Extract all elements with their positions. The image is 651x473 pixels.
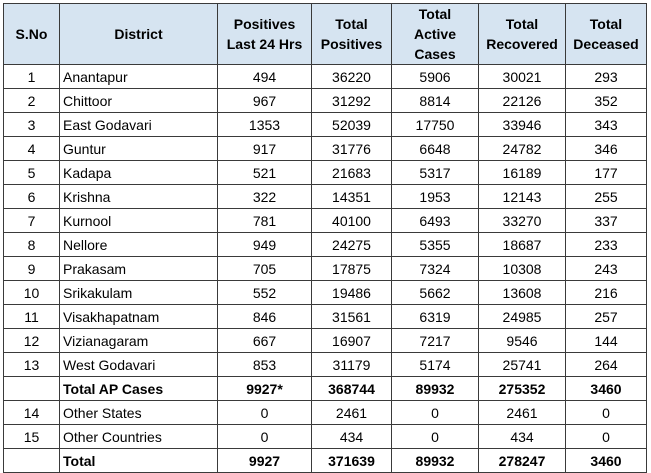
- cell-total-positives: 19486: [312, 281, 392, 305]
- table-row: [4, 233, 647, 257]
- cell-active-cases: 89932: [392, 449, 479, 473]
- table-row: [4, 137, 647, 161]
- cell-deceased: 3460: [566, 377, 647, 401]
- cell-sno: 2: [4, 89, 60, 113]
- cell-sno: 1: [4, 65, 60, 89]
- total-ap-row: [4, 377, 647, 401]
- cell-active-cases: 0: [392, 425, 479, 449]
- cell-recovered: 278247: [479, 449, 566, 473]
- cell-total-positives: 434: [312, 425, 392, 449]
- cell-deceased: 243: [566, 257, 647, 281]
- cell-active-cases: 6319: [392, 305, 479, 329]
- cell-deceased: 352: [566, 89, 647, 113]
- cell-total-positives: 52039: [312, 113, 392, 137]
- header-district-label: District: [114, 26, 163, 42]
- table-row: [4, 281, 647, 305]
- header-recovered-line2: Recovered: [486, 36, 558, 52]
- cell-district: Other States: [60, 401, 218, 425]
- header-total-pos-line2: Positives: [320, 36, 383, 52]
- header-active-line1: Total: [418, 6, 452, 22]
- cell-recovered: 434: [479, 425, 566, 449]
- cell-deceased: 177: [566, 161, 647, 185]
- cell-positives-24h: 0: [218, 401, 312, 425]
- cell-deceased: 233: [566, 233, 647, 257]
- cell-positives-24h: 9927*: [218, 377, 312, 401]
- cell-total-positives: 371639: [312, 449, 392, 473]
- cell-sno-empty: [4, 377, 60, 401]
- table-row: [4, 425, 647, 449]
- cell-recovered: 13608: [479, 281, 566, 305]
- cell-recovered: 9546: [479, 329, 566, 353]
- header-sno: [4, 4, 60, 65]
- cell-active-cases: 7324: [392, 257, 479, 281]
- cell-deceased: 255: [566, 185, 647, 209]
- header-deceased: [566, 4, 647, 65]
- cell-active-cases: 5174: [392, 353, 479, 377]
- cell-district: Prakasam: [60, 257, 218, 281]
- cell-positives-24h: 853: [218, 353, 312, 377]
- cell-recovered: 33270: [479, 209, 566, 233]
- covid-district-table-container: [3, 3, 647, 473]
- cell-sno: 5: [4, 161, 60, 185]
- cell-total-positives: 40100: [312, 209, 392, 233]
- table-row: [4, 209, 647, 233]
- header-pos24-line2: Last 24 Hrs: [226, 36, 303, 52]
- cell-district: Anantapur: [60, 65, 218, 89]
- cell-active-cases: 0: [392, 401, 479, 425]
- cell-deceased: 0: [566, 401, 647, 425]
- cell-total-positives: 36220: [312, 65, 392, 89]
- cell-total-positives: 14351: [312, 185, 392, 209]
- table-row: [4, 89, 647, 113]
- table-row: [4, 65, 647, 89]
- cell-positives-24h: 967: [218, 89, 312, 113]
- table-row: [4, 305, 647, 329]
- cell-positives-24h: 322: [218, 185, 312, 209]
- cell-district: Visakhapatnam: [60, 305, 218, 329]
- cell-active-cases: 1953: [392, 185, 479, 209]
- cell-recovered: 24985: [479, 305, 566, 329]
- cell-sno: 11: [4, 305, 60, 329]
- cell-total-positives: 368744: [312, 377, 392, 401]
- header-sno-label: S.No: [15, 26, 48, 42]
- cell-active-cases: 6493: [392, 209, 479, 233]
- cell-positives-24h: 494: [218, 65, 312, 89]
- header-recovered-line1: Total: [505, 16, 539, 32]
- cell-recovered: 33946: [479, 113, 566, 137]
- cell-active-cases: 6648: [392, 137, 479, 161]
- cell-total-positives: 17875: [312, 257, 392, 281]
- cell-recovered: 10308: [479, 257, 566, 281]
- cell-sno: 13: [4, 353, 60, 377]
- cell-deceased: 3460: [566, 449, 647, 473]
- cell-recovered: 30021: [479, 65, 566, 89]
- cell-total-positives: 31179: [312, 353, 392, 377]
- cell-positives-24h: 949: [218, 233, 312, 257]
- cell-deceased: 264: [566, 353, 647, 377]
- header-active-cases: [392, 4, 479, 65]
- cell-deceased: 216: [566, 281, 647, 305]
- cell-positives-24h: 705: [218, 257, 312, 281]
- cell-sno: 12: [4, 329, 60, 353]
- cell-active-cases: 5662: [392, 281, 479, 305]
- table-row: [4, 329, 647, 353]
- cell-recovered: 18687: [479, 233, 566, 257]
- cell-active-cases: 5355: [392, 233, 479, 257]
- cell-total-positives: 16907: [312, 329, 392, 353]
- cell-sno: 9: [4, 257, 60, 281]
- header-positives-24h: [218, 4, 312, 65]
- cell-total-positives: 2461: [312, 401, 392, 425]
- header-pos24-line1: Positives: [233, 16, 296, 32]
- cell-positives-24h: 0: [218, 425, 312, 449]
- header-total-pos-line1: Total: [335, 16, 368, 32]
- cell-district: Other Countries: [60, 425, 218, 449]
- cell-district: West Godavari: [60, 353, 218, 377]
- cell-sno: 4: [4, 137, 60, 161]
- table-row: [4, 353, 647, 377]
- cell-district: Srikakulam: [60, 281, 218, 305]
- cell-deceased: 293: [566, 65, 647, 89]
- cell-active-cases: 17750: [392, 113, 479, 137]
- cell-recovered: 25741: [479, 353, 566, 377]
- cell-positives-24h: 1353: [218, 113, 312, 137]
- cell-recovered: 2461: [479, 401, 566, 425]
- header-deceased-line1: Total: [589, 16, 623, 32]
- table-row: [4, 113, 647, 137]
- cell-sno: 7: [4, 209, 60, 233]
- header-row: [4, 4, 647, 65]
- cell-deceased: 0: [566, 425, 647, 449]
- cell-district: Total AP Cases: [60, 377, 218, 401]
- cell-positives-24h: 521: [218, 161, 312, 185]
- cell-district: Total: [60, 449, 218, 473]
- cell-deceased: 337: [566, 209, 647, 233]
- cell-deceased: 144: [566, 329, 647, 353]
- cell-deceased: 343: [566, 113, 647, 137]
- header-total-positives: [312, 4, 392, 65]
- cell-district: Nellore: [60, 233, 218, 257]
- cell-total-positives: 24275: [312, 233, 392, 257]
- cell-district: Kadapa: [60, 161, 218, 185]
- table-row: [4, 257, 647, 281]
- header-active-line2: Active Cases: [413, 26, 457, 62]
- cell-recovered: 16189: [479, 161, 566, 185]
- cell-district: Krishna: [60, 185, 218, 209]
- cell-sno: 14: [4, 401, 60, 425]
- cell-active-cases: 89932: [392, 377, 479, 401]
- cell-active-cases: 5317: [392, 161, 479, 185]
- cell-positives-24h: 552: [218, 281, 312, 305]
- cell-recovered: 275352: [479, 377, 566, 401]
- table-row: [4, 401, 647, 425]
- cell-sno: 15: [4, 425, 60, 449]
- cell-active-cases: 5906: [392, 65, 479, 89]
- cell-active-cases: 7217: [392, 329, 479, 353]
- cell-recovered: 12143: [479, 185, 566, 209]
- header-deceased-line2: Deceased: [573, 36, 639, 52]
- cell-positives-24h: 667: [218, 329, 312, 353]
- table-row: [4, 161, 647, 185]
- cell-positives-24h: 846: [218, 305, 312, 329]
- header-district: [60, 4, 218, 65]
- cell-total-positives: 21683: [312, 161, 392, 185]
- cell-recovered: 22126: [479, 89, 566, 113]
- cell-total-positives: 31292: [312, 89, 392, 113]
- cell-positives-24h: 9927: [218, 449, 312, 473]
- cell-recovered: 24782: [479, 137, 566, 161]
- cell-district: Guntur: [60, 137, 218, 161]
- covid-district-table: [3, 3, 647, 473]
- cell-sno: 10: [4, 281, 60, 305]
- header-recovered: [479, 4, 566, 65]
- cell-sno: 6: [4, 185, 60, 209]
- cell-total-positives: 31561: [312, 305, 392, 329]
- cell-positives-24h: 781: [218, 209, 312, 233]
- cell-district: East Godavari: [60, 113, 218, 137]
- cell-sno: 3: [4, 113, 60, 137]
- table-row: [4, 185, 647, 209]
- cell-deceased: 346: [566, 137, 647, 161]
- cell-positives-24h: 917: [218, 137, 312, 161]
- cell-active-cases: 8814: [392, 89, 479, 113]
- cell-deceased: 257: [566, 305, 647, 329]
- cell-sno: 8: [4, 233, 60, 257]
- cell-district: Chittoor: [60, 89, 218, 113]
- cell-total-positives: 31776: [312, 137, 392, 161]
- cell-district: Vizianagaram: [60, 329, 218, 353]
- cell-district: Kurnool: [60, 209, 218, 233]
